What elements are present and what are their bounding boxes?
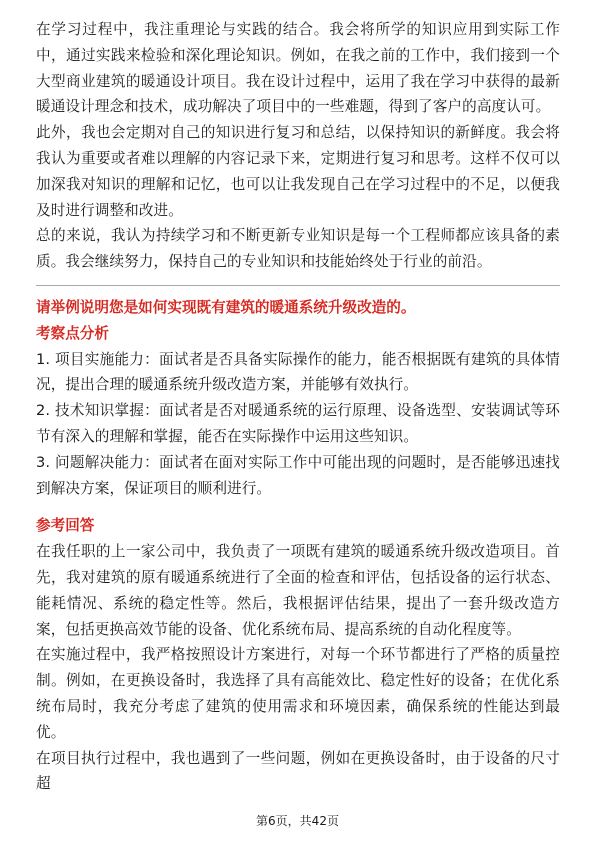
intro-paragraph-1: 在学习过程中，我注重理论与实践的结合。我会将所学的知识应用到实际工作中，通过实践来检验和深化理论知识。例如，在我之前的工作中，我们接到一个大型商业建筑的暖通设计项目。我在设计过程中，运用了我在学习中获得的最新暖通设计理念和技术，成功解决了项目中的一些难题，得到了客户的高度认可。 — [36, 21, 560, 116]
intro-paragraph-2: 此外，我也会定期对自己的知识进行复习和总结，以保持知识的新鲜度。我会将我认为重要或者难以理解的内容记录下来，定期进行复习和思考。这样不仅可以加深我对知识的理解和记忆，也可以让我发现自己在学习过程中的不足，以便我及时进行调整和改进。 — [36, 124, 560, 219]
section-divider — [36, 285, 560, 286]
page-content — [36, 17, 560, 797]
section-gap — [36, 501, 560, 513]
analysis-item-3: 3. 问题解决能力：面试者在面对实际工作中可能出现的问题时，是否能够迅速找到解决方案，保证项目的顺利进行。 — [36, 453, 560, 497]
page-number: 第6页，共42页 — [256, 814, 339, 828]
intro-paragraph-3: 总的来说，我认为持续学习和不断更新专业知识是每一个工程师都应该具备的素质。我会继续努力，保持自己的专业知识和技能始终处于行业的前沿。 — [36, 227, 560, 271]
analysis-item-1: 1. 项目实施能力：面试者是否具备实际操作的能力，能否根据既有建筑的具体情况，提出合理的暖通系统升级改造方案，并能够有效执行。 — [36, 350, 560, 394]
analysis-item-2: 2. 技术知识掌握：面试者是否对暖通系统的运行原理、设备选型、安装调试等环节有深入的理解和掌握，能否在实际操作中运用这些知识。 — [36, 402, 560, 445]
answer-paragraph-1: 在我任职的上一家公司中，我负责了一项既有建筑的暖通系统升级改造项目。首先，我对建筑的原有暖通系统进行了全面的检查和评估，包括设备的运行状态、能耗情况、系统的稳定性等。然后，我根据评估结果，提出了一套升级改造方案，包括更换高效节能的设备、优化系统布局、提高系统的自动化程度等。 — [36, 543, 560, 638]
answer-paragraph-3: 在项目执行过程中，我也遇到了一些问题，例如在更换设备时，由于设备的尺寸超 — [36, 749, 560, 793]
answer-paragraph-2: 在实施过程中，我严格按照设计方案进行，对每一个环节都进行了严格的质量控制。例如，在更换设备时，我选择了具有高能效比、稳定性好的设备；在优化系统布局时，我充分考虑了建筑的使用需求和环境因素，确保系统的性能达到最优。 — [36, 646, 560, 741]
question-title: 请举例说明您是如何实现既有建筑的暖通系统升级改造的。 — [36, 298, 416, 316]
answer-heading: 参考回答 — [36, 517, 95, 535]
analysis-heading: 考察点分析 — [36, 324, 109, 342]
